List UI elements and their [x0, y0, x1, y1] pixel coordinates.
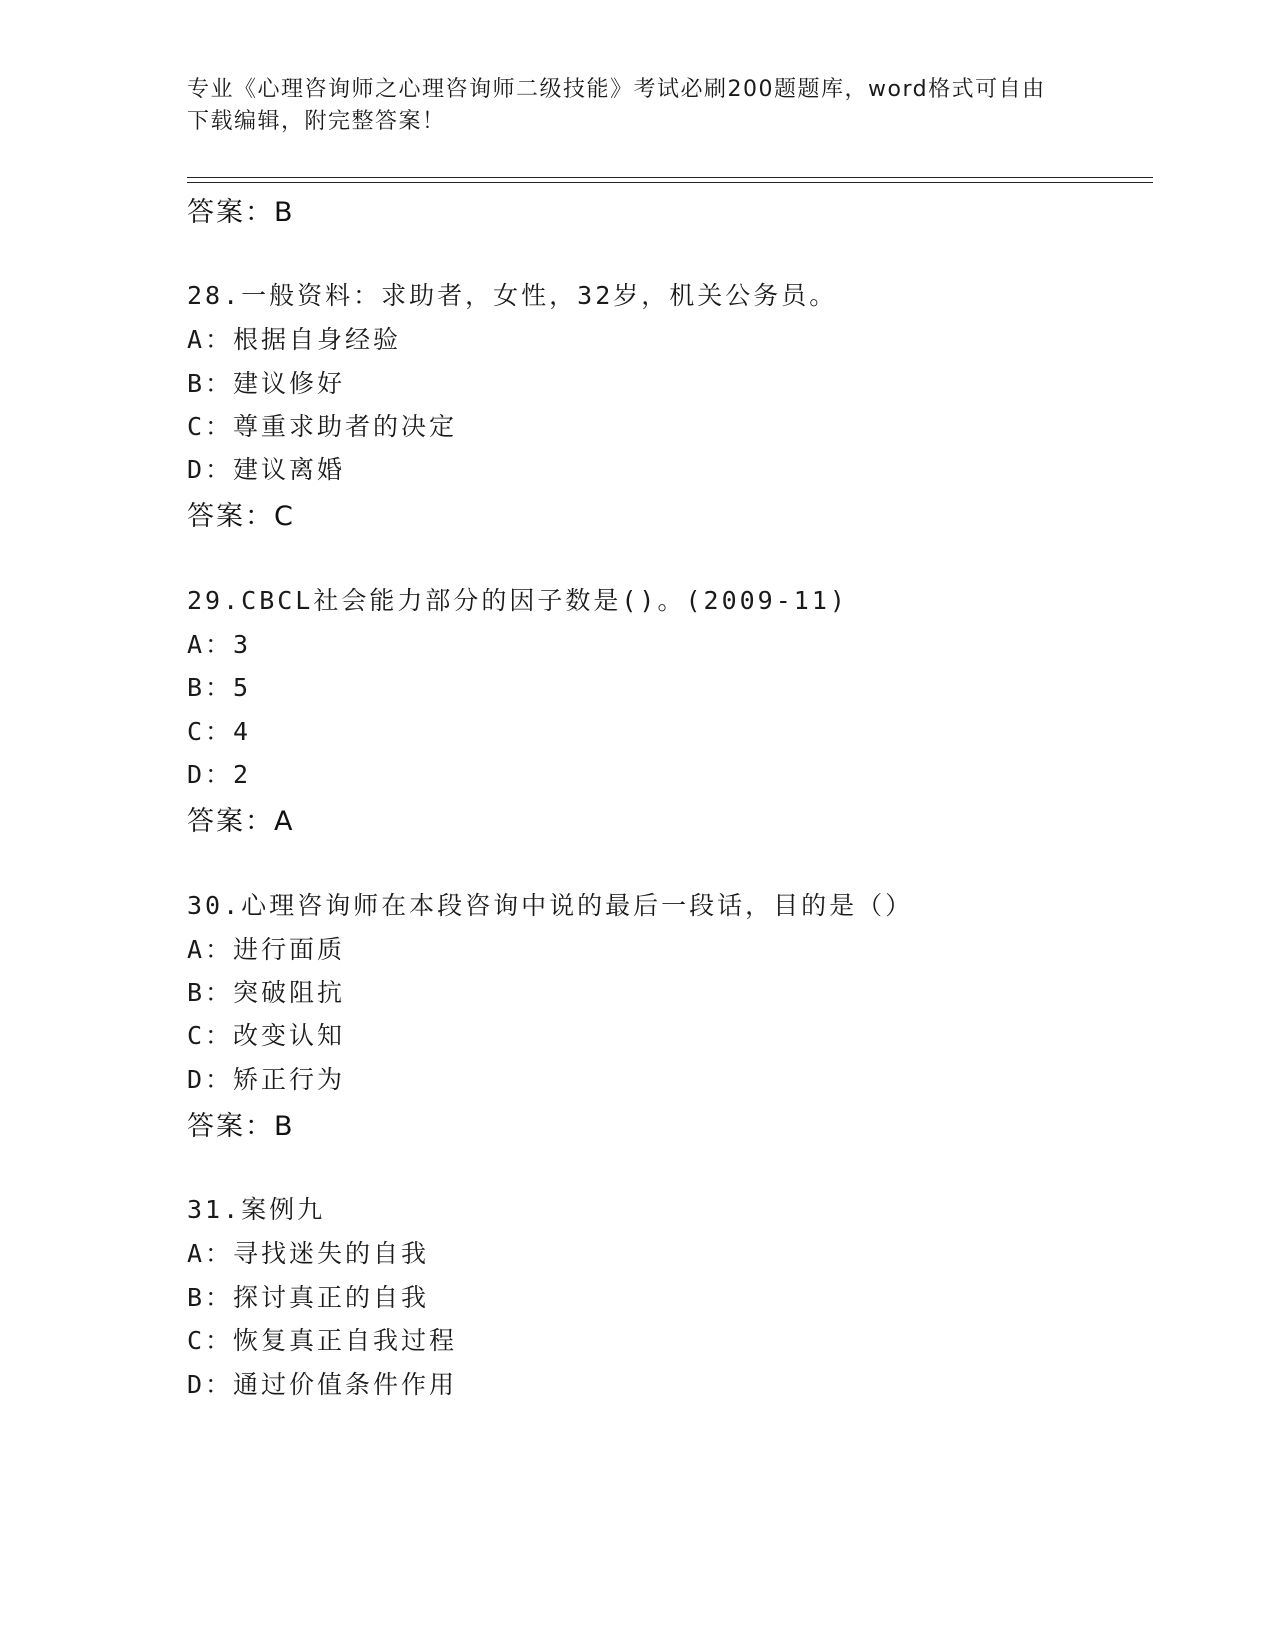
question-30-option-c: C：改变认知: [187, 1021, 346, 1050]
question-29-option-b: B：5: [187, 673, 252, 702]
question-30-option-d: D：矫正行为: [187, 1065, 346, 1094]
question-28-option-b: B：建议修好: [187, 369, 346, 398]
question-30-option-b: B：突破阻抗: [187, 978, 346, 1007]
header-rule-bottom: [187, 182, 1153, 183]
question-28-answer: 答案：C: [187, 501, 295, 532]
question-30-answer: 答案：B: [187, 1111, 295, 1142]
question-30-option-a: A：进行面质: [187, 935, 346, 964]
question-28-option-a: A：根据自身经验: [187, 325, 402, 354]
question-29-stem: 29.CBCL社会能力部分的因子数是()。(2009-11): [187, 586, 848, 615]
question-31-stem: 31.案例九: [187, 1195, 326, 1224]
document-header: 专业《心理咨询师之心理咨询师二级技能》考试必刷200题题库，word格式可自由下载编辑，附完整答案！: [187, 77, 1046, 134]
question-29-option-a: A：3: [187, 630, 252, 659]
question-28-stem: 28.一般资料：求助者，女性，32岁，机关公务员。: [187, 281, 838, 310]
question-31-option-d: D：通过价值条件作用: [187, 1370, 458, 1399]
question-31-option-a: A：寻找迷失的自我: [187, 1239, 430, 1268]
question-28-option-d: D：建议离婚: [187, 455, 346, 484]
header-rule-top: [187, 177, 1153, 178]
question-30-stem: 30.心理咨询师在本段咨询中说的最后一段话，目的是（）: [187, 891, 914, 920]
previous-answer: 答案：B: [187, 197, 295, 228]
question-31-option-c: C：恢复真正自我过程: [187, 1326, 458, 1355]
question-28-option-c: C：尊重求助者的决定: [187, 412, 458, 441]
question-29-option-c: C：4: [187, 717, 252, 746]
question-31-option-b: B：探讨真正的自我: [187, 1283, 430, 1312]
question-29-answer: 答案：A: [187, 806, 295, 837]
question-29-option-d: D：2: [187, 760, 252, 789]
